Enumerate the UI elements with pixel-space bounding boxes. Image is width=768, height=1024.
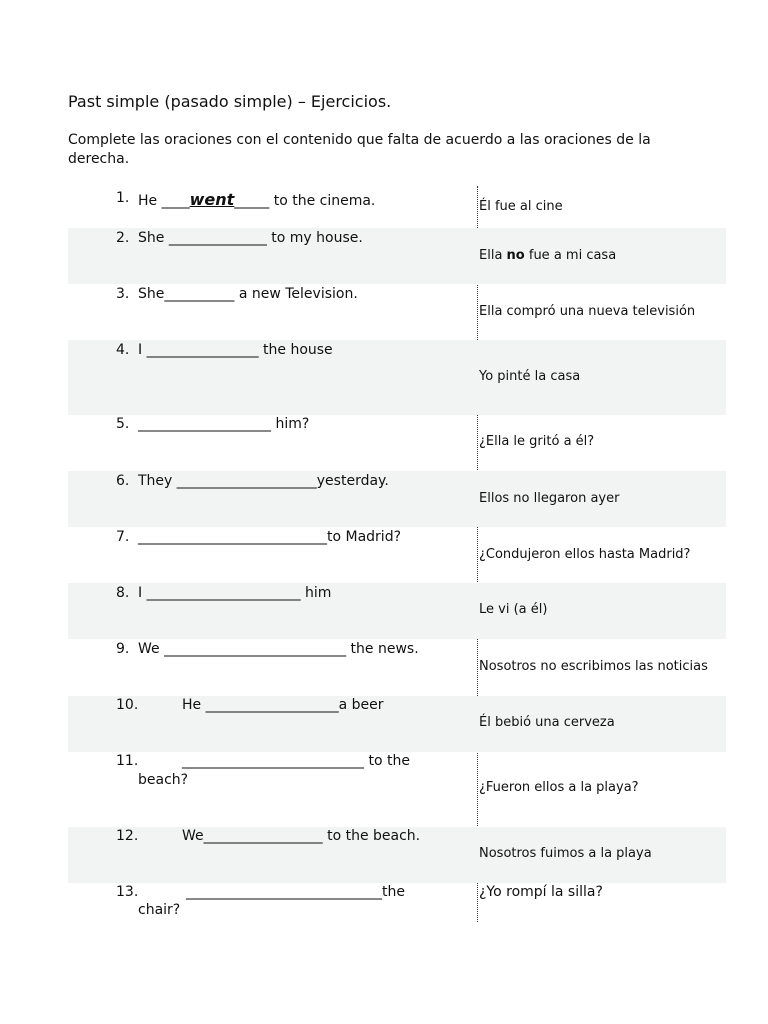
exercise-row: [68, 340, 726, 415]
exercise-row: [68, 471, 726, 527]
exercise-row: [68, 228, 726, 284]
spanish-part: fue a mi casa: [524, 248, 617, 263]
item-number: 4.: [116, 342, 130, 358]
spanish-part: Ella: [479, 248, 507, 263]
spanish-sentence: ¿Yo rompí la silla?: [479, 884, 603, 900]
english-sentence: __________________________ to the: [182, 753, 410, 769]
spanish-sentence: Él bebió una cervezа: [479, 715, 615, 730]
instructions: Complete las oraciones con el contenido que falta de acuerdo a las oraciones de la derecha.: [68, 132, 651, 167]
english-sentence: She ______________ to my house.: [138, 230, 363, 246]
exercise-row: [68, 527, 726, 583]
item-number: 12.: [116, 828, 139, 844]
item-number: 10.: [116, 697, 139, 713]
english-sentence-continued: beach?: [138, 772, 189, 788]
english-sentence: She__________ a new Television.: [138, 286, 358, 302]
item-number: 13.: [116, 884, 139, 900]
item-number: 11.: [116, 753, 139, 769]
exercise-row: [68, 415, 726, 471]
item-number: 1.: [116, 190, 130, 206]
spanish-sentence: Nosotros no escribimos las noticias: [479, 659, 708, 674]
spanish-sentence: ¿Ella le gritó a él?: [479, 434, 595, 449]
page-title: Past simple (pasado simple) – Ejercicios.: [68, 92, 392, 111]
item-number: 6.: [116, 473, 130, 489]
english-sentence: [138, 190, 375, 209]
spanish-sentence: [479, 248, 616, 263]
spanish-sentence: Le vi (a él): [479, 602, 548, 617]
english-sentence: I ______________________ him: [138, 585, 332, 601]
example-answer: went: [189, 190, 235, 209]
spanish-sentence: Nosotros fuimos a la playa: [479, 846, 652, 861]
item-number: 8.: [116, 585, 130, 601]
exercise-row: [68, 696, 726, 752]
item-number: 3.: [116, 286, 130, 302]
spanish-sentence: ¿Condujeron ellos hasta Madrid?: [479, 547, 691, 562]
exercise-row: [68, 827, 726, 883]
spanish-sentence: Yo pinté la casa: [479, 369, 581, 384]
english-sentence: I ________________ the house: [138, 342, 333, 358]
item-number: 9.: [116, 641, 130, 657]
sentence-start: He ____: [138, 193, 190, 209]
english-sentence: ___________________________to Madrid?: [138, 529, 402, 545]
english-sentence-continued: chair?: [138, 902, 181, 918]
english-sentence: They ____________________yesterday.: [138, 473, 389, 489]
english-sentence: He ___________________a beer: [182, 697, 384, 713]
spanish-sentence: Ellos no llegaron ayer: [479, 491, 620, 506]
english-sentence: ____________________________the: [186, 884, 405, 900]
item-number: 5.: [116, 416, 130, 432]
exercise-row: [68, 583, 726, 639]
spanish-sentence: Ella compró una nueva televisión: [479, 304, 696, 319]
exercise-row: [68, 752, 726, 827]
english-sentence: We_________________ to the beach.: [182, 828, 421, 844]
english-sentence: We __________________________ the news.: [138, 641, 419, 657]
exercise-row: [68, 284, 726, 340]
spanish-emphasis: no: [506, 248, 525, 263]
spanish-sentence: ¿Fueron ellos a la playa?: [479, 780, 639, 795]
sentence-end: _____ to the cinema.: [234, 193, 376, 209]
item-number: 7.: [116, 529, 130, 545]
exercise-row: [68, 883, 726, 923]
english-sentence: ___________________ him?: [138, 416, 310, 432]
item-number: 2.: [116, 230, 130, 246]
spanish-sentence: Él fue al cine: [479, 199, 563, 214]
exercise-row: [68, 184, 726, 228]
exercise-row: [68, 639, 726, 696]
